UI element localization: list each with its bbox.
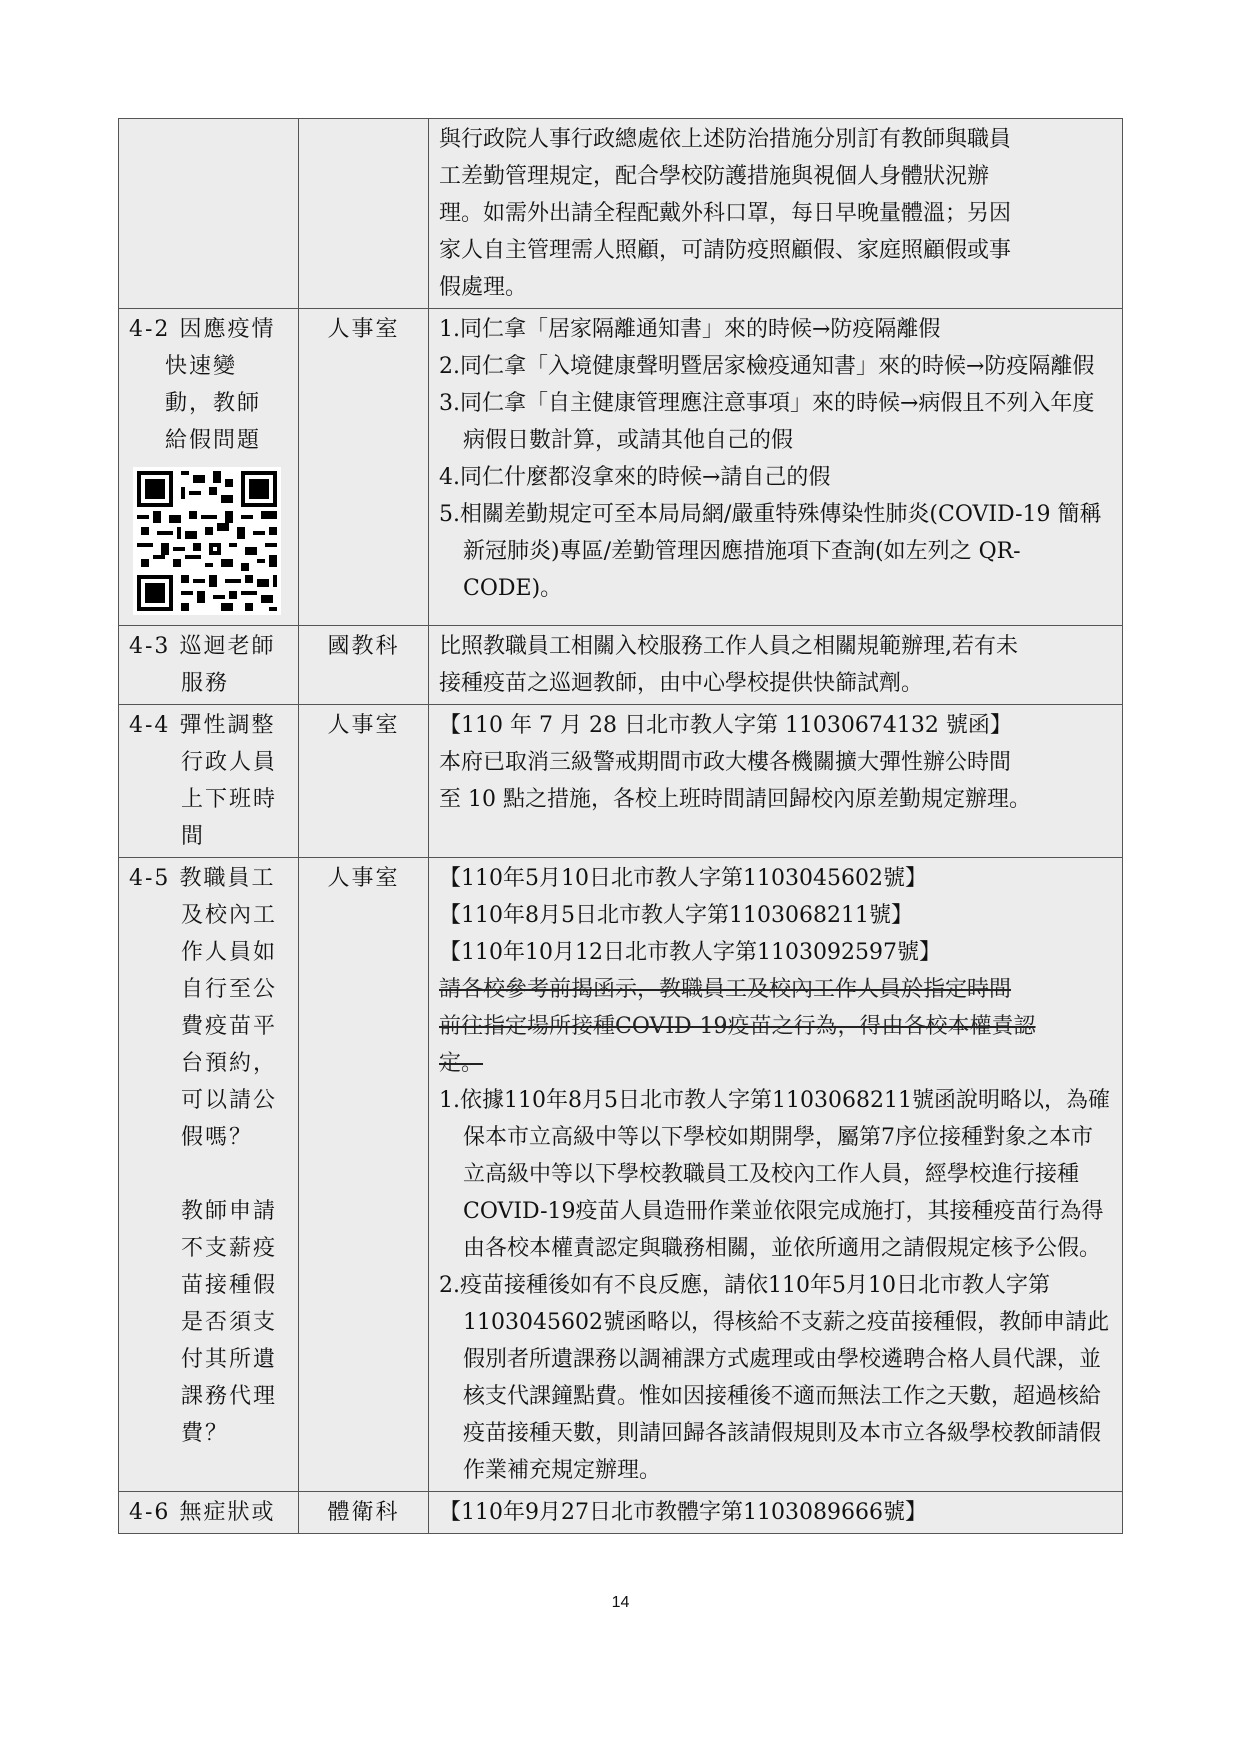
list-item: 3.同仁拿「自主健康管理應注意事項」來的時候→病假且不列入年度病假日數計算，或請其他自己的假	[439, 391, 1095, 453]
topic-line: 教職員工	[179, 866, 276, 891]
list-item: 2.同仁拿「入境健康聲明暨居家檢疫通知書」來的時候→防疫隔離假	[439, 354, 1095, 379]
topic-line: 是否須支	[181, 1310, 278, 1335]
content-line: 至 10 點之措施，各校上班時間請回歸校內原差勤規定辦理。	[439, 787, 1031, 812]
topic-line: 動，教師	[165, 391, 262, 416]
dept-cell: 人事室	[299, 705, 429, 858]
topic-cell	[119, 1492, 299, 1534]
topic-cell	[119, 119, 299, 309]
topic-line: 不支薪疫	[181, 1236, 278, 1261]
topic-number: 4-3	[129, 634, 171, 659]
content-cell	[429, 705, 1123, 858]
content-cell	[429, 626, 1123, 705]
table-row-4-5	[119, 858, 1123, 1492]
topic-cell	[119, 626, 299, 705]
topic-cell	[119, 858, 299, 1492]
topic-line: 上下班時	[181, 787, 278, 812]
list-item: 1.依據110年8月5日北市教人字第1103068211號函說明略以，為確保本市立高級中等以下學校如期開學，屬第7序位接種對象之本市立高級中等以下學校教職員工及校內工作人員，經學校進行接種COVID-19疫苗人員造冊作業並依限完成施打，其接種疫苗行為得由各校本權責認定與職務相關，並依所適用之請假規定核予公假。	[439, 1088, 1110, 1261]
faq-table	[118, 118, 1123, 1534]
content-cell	[429, 1492, 1123, 1534]
topic-line: 間	[181, 824, 206, 849]
dept-cell: 國教科	[299, 626, 429, 705]
topic-line: 巡迴老師	[179, 634, 276, 659]
topic-line: 給假問題	[165, 428, 262, 453]
reference-line: 【110年8月5日北市教人字第1103068211號】	[439, 903, 913, 928]
struck-line: 前往指定場所接種COVID-19疫苗之行為，得由各校本權責認	[439, 1014, 1036, 1039]
topic-number: 4-4	[129, 713, 171, 738]
dept-cell: 人事室	[299, 309, 429, 626]
topic-line: 服務	[181, 671, 230, 696]
topic-line: 費疫苗平	[181, 1014, 278, 1039]
content-line: 【110 年 7 月 28 日北市教人字第 11030674132 號函】	[439, 713, 1012, 738]
topic-line: 課務代理	[181, 1384, 278, 1409]
reference-line: 【110年5月10日北市教人字第1103045602號】	[439, 866, 927, 891]
content-line: 比照教職員工相關入校服務工作人員之相關規範辦理,若有未	[439, 634, 1018, 659]
topic-number: 4-6	[129, 1500, 171, 1525]
table-row-4-4	[119, 705, 1123, 858]
content-line: 接種疫苗之巡迴教師，由中心學校提供快篩試劑。	[439, 671, 924, 696]
content-line: 假處理。	[439, 275, 528, 300]
dept-cell: 體衛科	[299, 1492, 429, 1534]
topic-line: 假嗎？	[181, 1125, 254, 1150]
topic-line: 可以請公	[181, 1088, 278, 1113]
table-row-continuation	[119, 119, 1123, 309]
topic-line: 台預約，	[181, 1051, 278, 1076]
table-row-4-2	[119, 309, 1123, 626]
dept-cell: 人事室	[299, 858, 429, 1492]
topic-number: 4-5	[129, 866, 171, 891]
topic-line: 無症狀或	[179, 1500, 276, 1525]
page-number: 14	[611, 1594, 630, 1611]
struck-line: 請各校參考前揭函示，教職員工及校內工作人員於指定時間	[439, 977, 1012, 1002]
content-cell	[429, 309, 1123, 626]
list-item: 4.同仁什麼都沒拿來的時候→請自己的假	[439, 465, 831, 490]
reference-line: 【110年10月12日北市教人字第1103092597號】	[439, 940, 941, 965]
struck-line: 定。	[439, 1051, 484, 1076]
topic-line: 行政人員	[181, 750, 278, 775]
content-cell	[429, 119, 1123, 309]
topic-line: 及校內工	[181, 903, 278, 928]
topic-cell	[119, 309, 299, 626]
reference-line: 【110年9月27日北市教體字第1103089666號】	[439, 1500, 927, 1525]
topic-cell	[119, 705, 299, 858]
content-line: 理。如需外出請全程配戴外科口罩，每日早晚量體溫；另因	[439, 201, 1012, 226]
content-cell	[429, 858, 1123, 1492]
dept-cell	[299, 119, 429, 309]
topic-line: 自行至公	[181, 977, 278, 1002]
table-row-4-3	[119, 626, 1123, 705]
topic-line: 快速變	[165, 354, 238, 379]
list-item: 2.疫苗接種後如有不良反應，請依110年5月10日北市教人字第1103045602號函略以，得核給不支薪之疫苗接種假，教師申請此假別者所遺課務以調補課方式處理或由學校遴聘合格人員代課，並核支代課鐘點費。惟如因接種後不適而無法工作之天數，超過核給疫苗接種天數，則請回歸各該請假規則及本市立各級學校教師請假作業補充規定辦理。	[439, 1273, 1109, 1483]
spacer	[129, 1156, 288, 1193]
list-item: 5.相關差勤規定可至本局局網/嚴重特殊傳染性肺炎(COVID-19 簡稱新冠肺炎)專區/差勤管理因應措施項下查詢(如左列之 QR-CODE)。	[439, 502, 1102, 601]
topic-line: 彈性調整	[179, 713, 276, 738]
topic-line: 作人員如	[181, 940, 278, 965]
qr-code-icon	[133, 467, 281, 615]
topic-number: 4-2	[129, 317, 171, 342]
content-line: 與行政院人事行政總處依上述防治措施分別訂有教師與職員	[439, 127, 1012, 152]
content-line: 家人自主管理需人照顧，可請防疫照顧假、家庭照顧假或事	[439, 238, 1012, 263]
content-line: 工差勤管理規定，配合學校防護措施與視個人身體狀況辦	[439, 164, 990, 189]
topic-line: 付其所遺	[181, 1347, 278, 1372]
topic-line: 教師申請	[181, 1199, 278, 1224]
table-row-4-6	[119, 1492, 1123, 1534]
topic-line: 因應疫情	[179, 317, 276, 342]
list-item: 1.同仁拿「居家隔離通知書」來的時候→防疫隔離假	[439, 317, 941, 342]
topic-line: 費？	[181, 1421, 230, 1446]
content-line: 本府已取消三級警戒期間市政大樓各機關擴大彈性辦公時間	[439, 750, 1012, 775]
topic-line: 苗接種假	[181, 1273, 278, 1298]
